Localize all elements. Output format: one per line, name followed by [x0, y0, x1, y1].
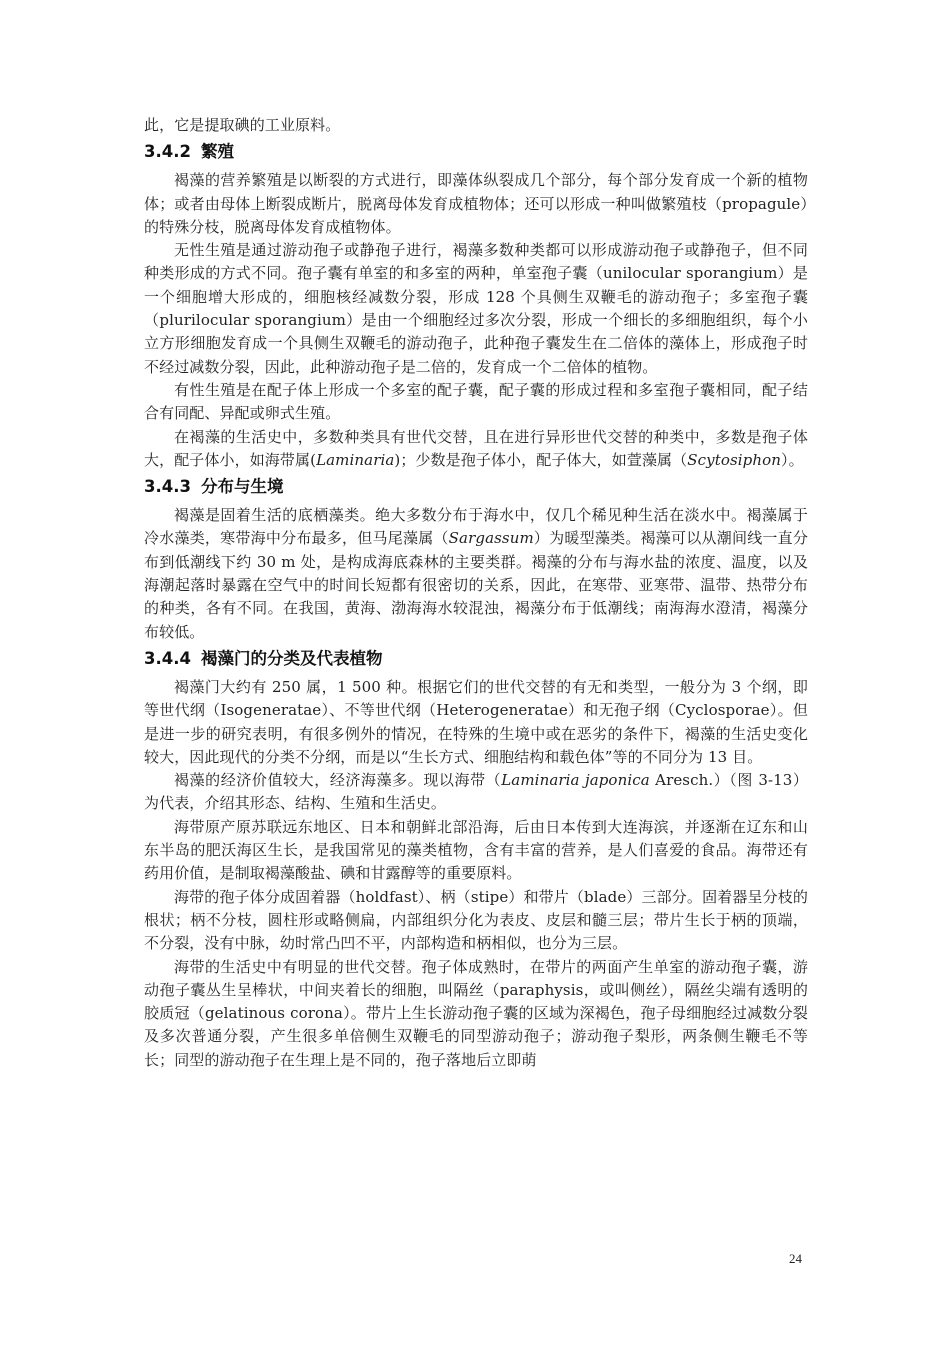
paragraph: 无性生殖是通过游动孢子或静孢子进行，褐藻多数种类都可以形成游动孢子或静孢子，但不同种类形成的方式不同。孢子囊有单室的和多室的两种，单室孢子囊（unilocular sporangium）是一个细胞增大形成的，细胞核经减数分裂，形成 128 个具侧生双鞭毛的游动孢子；多室孢子囊（plurilocular sporangium）是由一个细胞经过多次分裂，形成一个细长的多细胞组织，每个小立方形细胞发育成一个具侧生双鞭毛的游动孢子，此种孢子囊发生在二倍体的藻体上，形成孢子时不经过减数分裂，因此，此种游动孢子是二倍的，发育成一个二倍体的植物。 [144, 241, 808, 376]
text-run: Aresch.）（图 3-13）为代表，介绍其形态、结构、生殖和生活史。 [144, 771, 809, 813]
section-title: 褐藻门的分类及代表植物 [200, 648, 383, 668]
paragraph [144, 504, 808, 644]
paragraph: 有性生殖是在配子体上形成一个多室的配子囊，配子囊的形成过程和多室孢子囊相同，配子结合有同配、异配或卵式生殖。 [144, 380, 808, 423]
latin-name: Scytosiphon [687, 450, 782, 469]
section-heading [144, 141, 808, 163]
section-number: 3.4.4 [144, 648, 191, 668]
section-title: 繁殖 [200, 142, 234, 162]
paragraph: 褐藻的营养繁殖是以断裂的方式进行，即藻体纵裂成几个部分，每个部分发育成一个新的植物体；或者由母体上断裂成断片，脱离母体发育成植物体；还可以形成一种叫做繁殖枝（propagule）的特殊分枝，脱离母体发育成植物体。 [144, 171, 808, 236]
text-run: 褐藻是固着生活的底栖藻类。绝大多数分布于海水中，仅几个稀见种生活在淡水中。褐藻属于冷水藻类，寒带海中分布最多，但马尾藻属（ [144, 506, 808, 548]
page-number: 24 [789, 1251, 802, 1266]
latin-name: Laminaria [316, 450, 395, 469]
paragraph: 海带原产原苏联远东地区、日本和朝鲜北部沿海，后由日本传到大连海滨，并逐渐在辽东和山东半岛的肥沃海区生长，是我国常见的藻类植物，含有丰富的营养，是人们喜爱的食品。海带还有药用价值，是制取褐藻酸盐、碘和甘露醇等的重要原料。 [144, 817, 808, 883]
text-run: )；少数是孢子体小，配子体大，如萱藻属（ [394, 450, 688, 469]
text-run: ）为暖型藻类。褐藻可以从潮间线一直分布到低潮线下约 30 m 处，是构成海底森林的主要类群。褐藻的分布与海水盐的浓度、温度，以及海潮起落时暴露在空气中的时间长短都有很密切的关系，因此，在寒带、亚寒带、温带、热带分布的种类，各有不同。在我国，黄海、渤海海水较混浊，褐藻分布于低潮线；南海海水澄清，褐藻分布较低。 [144, 529, 808, 641]
section-number: 3.4.2 [144, 142, 191, 162]
section-title: 分布与生境 [200, 477, 284, 497]
text-run: 褐藻的经济价值较大，经济海藻多。现以海带（ [174, 771, 502, 790]
paragraph [144, 426, 808, 473]
paragraph: 褐藻门大约有 250 属，1 500 种。根据它们的世代交替的有无和类型，一般分为 3 个纲，即等世代纲（Isogeneratae）、不等世代纲（Heterogeneratae）和无孢子纲（Cyclosporae）。但是进一步的研究表明，有很多例外的情况，在特殊的生境中或在恶劣的条件下，褐藻的生活史变化较大，因此现代的分类不分纲，而是以“生长方式、细胞结构和载色体”等的不同分为 13 目。 [144, 677, 808, 766]
page-body [144, 114, 808, 1072]
latin-name: Sargassum [448, 529, 534, 548]
paragraph: 海带的孢子体分成固着器（holdfast）、柄（stipe）和带片（blade）三部分。固着器呈分枝的根状；柄不分枝，圆柱形或略侧扁，内部组织分化为表皮、皮层和髓三层；带片生长于柄的顶端，不分裂，没有中脉，幼时常凸凹不平，内部构造和柄相似，也分为三层。 [144, 887, 808, 953]
paragraph: 此，它是提取碘的工业原料。 [144, 116, 341, 134]
section-heading [144, 476, 808, 498]
section-heading [144, 648, 808, 670]
paragraph [144, 769, 808, 816]
paragraph: 海带的生活史中有明显的世代交替。孢子体成熟时，在带片的两面产生单室的游动孢子囊，游动孢子囊丛生呈棒状，中间夹着长的细胞，叫隔丝（paraphysis，或叫侧丝），隔丝尖端有透明的胶质冠（gelatinous corona）。带片上生长游动孢子囊的区域为深褐色，孢子母细胞经过减数分裂及多次普通分裂，产生很多单倍侧生双鞭毛的同型游动孢子；游动孢子梨形，两条侧生鞭毛不等长；同型的游动孢子在生理上是不同的，孢子落地后立即萌 [144, 957, 808, 1069]
latin-name: Laminaria japonica [501, 771, 650, 790]
text-run: ）。 [781, 450, 804, 469]
text-run: 在褐藻的生活史中，多数种类具有世代交替，且在进行异形世代交替的种类中，多数是孢子体大，配子体小，如海带属( [144, 427, 808, 469]
section-number: 3.4.3 [144, 477, 191, 497]
